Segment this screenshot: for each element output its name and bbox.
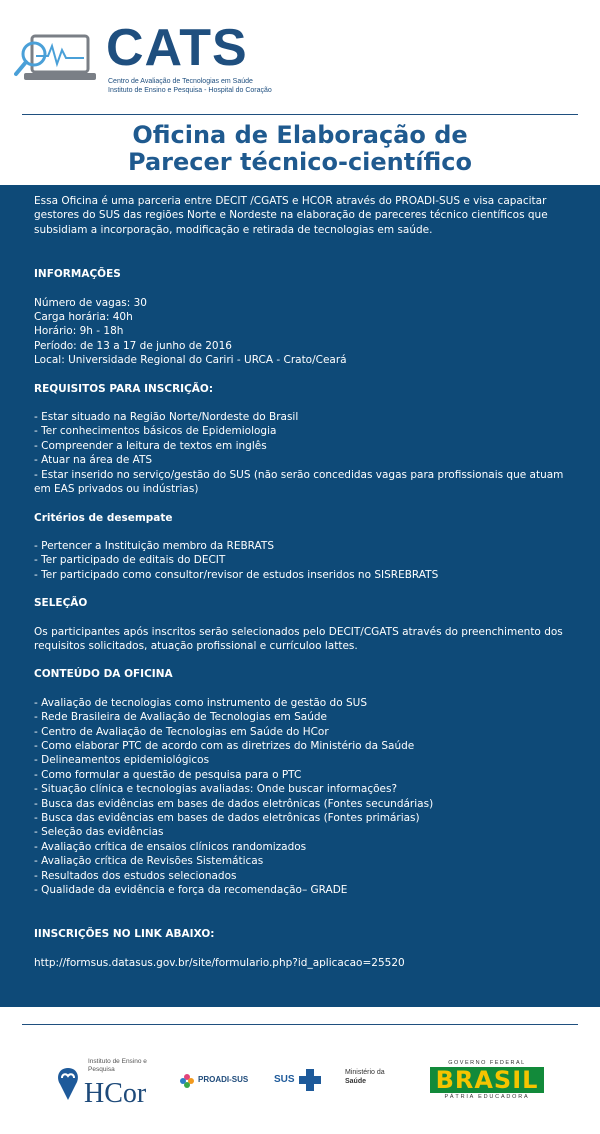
brasil-bottom-text: PÁTRIA EDUCADORA (444, 1094, 530, 1100)
list-item: - Avaliação crítica de ensaios clínicos randomizados (34, 840, 307, 853)
sus-label: SUS (274, 1074, 295, 1085)
list-item: Carga horária: 40h (34, 311, 133, 324)
ministerio-line2: Saúde (345, 1078, 367, 1085)
list-item: - Situação clínica e tecnologias avaliadas: Onde buscar informações? (34, 783, 398, 796)
informacoes-list (34, 296, 574, 368)
proadi-flower-icon (180, 1074, 194, 1088)
list-item: - Avaliação de tecnologias como instrumento de gestão do SUS (34, 696, 367, 709)
hcor-institute: Instituto de Ensino e Pesquisa (88, 1058, 147, 1073)
conteudo-list (34, 696, 574, 898)
hcor-logo (54, 1058, 164, 1108)
sponsor-footer (0, 1046, 600, 1116)
list-item: - Como elaborar PTC de acordo com as diretrizes do Ministério da Saúde (34, 739, 415, 752)
list-item: - Ter conhecimentos básicos de Epidemiologia (34, 425, 277, 438)
brasil-word: BRASIL (430, 1067, 544, 1093)
list-item: - Centro de Avaliação de Tecnologias em Saúde do HCor (34, 725, 329, 738)
logo-title: CATS (106, 19, 248, 77)
selecao-heading: SELEÇÃO (34, 597, 88, 610)
list-item: - Rede Brasileira de Avaliação de Tecnologias em Saúde (34, 711, 327, 724)
hcor-name: HCor (84, 1078, 147, 1109)
logo-sub-line2: Instituto de Ensino e Pesquisa - Hospital do Coração (108, 87, 272, 94)
list-item: Horário: 9h - 18h (34, 325, 124, 338)
bottom-divider (22, 1024, 578, 1025)
inscricoes-heading: IINSCRIÇÕES NO LINK ABAIXO: (34, 928, 215, 941)
sus-logo (274, 1068, 324, 1092)
list-item: - Seleção das evidências (34, 826, 164, 839)
proadi-logo (180, 1074, 270, 1088)
conteudo-heading: CONTEÚDO DA OFICINA (34, 668, 173, 681)
list-item: - Qualidade da evidência e força da recomendação– GRADE (34, 884, 348, 897)
list-item: - Busca das evidências em bases de dados eletrônicas (Fontes secundárias) (34, 797, 434, 810)
list-item: - Estar inserido no serviço/gestão do SUS (não serão concedidas vagas para profissionais que atuam em EAS privados ou indústrias) (34, 468, 564, 496)
selecao-text: Os participantes após inscritos serão selecionados pelo DECIT/CGATS através do preenchimento dos requisitos solicitados, atuação profissional e currículoo lattes. (34, 625, 563, 652)
info-panel (0, 185, 600, 1007)
list-item: - Estar situado na Região Norte/Nordeste do Brasil (34, 411, 299, 424)
title-line2: Parecer técnico-científico (128, 148, 472, 176)
list-item: - Compreender a leitura de textos em inglês (34, 439, 267, 452)
registration-link[interactable]: http://formsus.datasus.gov.br/site/formulario.php?id_aplicacao=25520 (34, 956, 405, 969)
brasil-top-text: GOVERNO FEDERAL (448, 1060, 526, 1066)
list-item: - Resultados dos estudos selecionados (34, 869, 237, 882)
criterios-list (34, 539, 574, 582)
requisitos-heading: REQUISITOS PARA INSCRIÇÃO: (34, 382, 214, 395)
page-title (0, 122, 600, 176)
list-item: - Ter participado de editais do DECIT (34, 554, 226, 567)
laptop-magnifier-icon (14, 32, 98, 84)
header (0, 0, 600, 114)
ministerio-line1: Ministério da (345, 1069, 385, 1076)
hcor-heart-icon (54, 1064, 82, 1104)
requisitos-list (34, 410, 574, 496)
ministerio-logo (345, 1068, 405, 1086)
list-item: Local: Universidade Regional do Cariri - URCA - Crato/Ceará (34, 354, 347, 367)
governo-federal-logo (430, 1060, 544, 1100)
title-line1: Oficina de Elaboração de (132, 121, 468, 149)
list-item: - Pertencer a Instituição membro da REBRATS (34, 539, 274, 552)
list-item: Período: de 13 a 17 de junho de 2016 (34, 339, 232, 352)
sus-cross-icon (298, 1068, 322, 1092)
logo-sub-line1: Centro de Avaliação de Tecnologias em Saúde (108, 78, 253, 85)
top-divider (22, 114, 578, 115)
criterios-heading: Critérios de desempate (34, 511, 173, 524)
list-item: Número de vagas: 30 (34, 296, 147, 309)
informacoes-heading: INFORMAÇÕES (34, 268, 121, 281)
proadi-label: PROADI-SUS (198, 1075, 249, 1084)
list-item: - Busca das evidências em bases de dados eletrônicas (Fontes primárias) (34, 812, 420, 824)
info-panel-content (34, 194, 574, 970)
list-item: - Atuar na área de ATS (34, 454, 153, 467)
list-item: - Como formular a questão de pesquisa para o PTC (34, 768, 302, 781)
logo-subtitle (108, 77, 272, 95)
list-item: - Delineamentos epidemiológicos (34, 754, 210, 767)
list-item: - Avaliação crítica de Revisões Sistemáticas (34, 855, 264, 868)
list-item: - Ter participado como consultor/revisor de estudos inseridos no SISREBRATS (34, 568, 439, 581)
intro-text: Essa Oficina é uma parceria entre DECIT /CGATS e HCOR através do PROADI-SUS e visa capacitar gestores do SUS das regiões Norte e Nordeste na elaboração de pareceres técnico científicos que subsidiam a incorporação, modificação e retirada de tecnologias em saúde. (34, 195, 548, 236)
